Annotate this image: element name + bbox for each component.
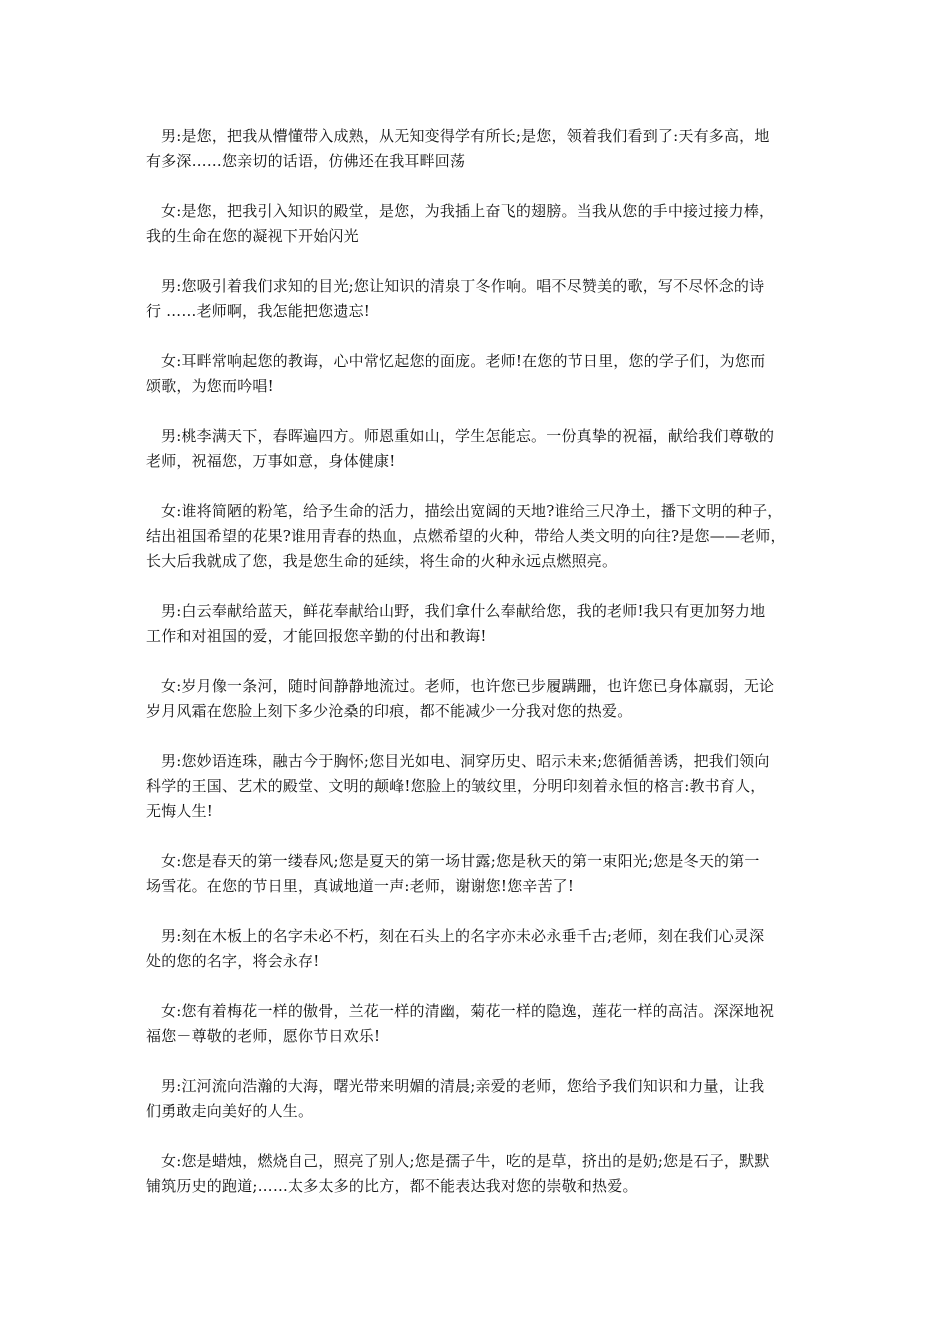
paragraph-line: 男:您吸引着我们求知的目光;您让知识的清泉丁冬作响。唱不尽赞美的歌，写不尽怀念的诗 <box>161 277 765 295</box>
paragraph <box>146 124 816 174</box>
paragraph-line: 男:江河流向浩瀚的大海，曙光带来明媚的清晨;亲爱的老师，您给予我们知识和力量，让我 <box>161 1077 765 1095</box>
paragraph-line: 场雪花。在您的节日里，真诚地道一声:老师，谢谢您!您辛苦了! <box>146 877 575 895</box>
paragraph <box>146 999 816 1049</box>
paragraph-line: 男:桃李满天下，春晖遍四方。师恩重如山，学生怎能忘。一份真挚的祝福，献给我们尊敬的 <box>161 427 775 445</box>
paragraph-line: 男:您妙语连珠，融古今于胸怀;您目光如电、洞穿历史、昭示未来;您循循善诱，把我们领向 <box>161 752 770 770</box>
paragraph <box>146 924 816 974</box>
paragraph <box>146 1074 816 1124</box>
paragraph-line: 工作和对祖国的爱，才能回报您辛勤的付出和教诲! <box>146 627 487 645</box>
paragraph-line: 女:您是春天的第一缕春风;您是夏天的第一场甘露;您是秋天的第一束阳光;您是冬天的第一 <box>161 852 760 870</box>
paragraph-line: 处的您的名字，将会永存! <box>146 952 320 970</box>
paragraph-line: 女:岁月像一条河，随时间静静地流过。老师，也许您已步履蹒跚，也许您已身体羸弱，无论 <box>161 677 775 695</box>
paragraph <box>146 199 816 249</box>
paragraph <box>146 424 816 474</box>
paragraph-line: 岁月风霜在您脸上刻下多少沧桑的印痕，都不能减少一分我对您的热爱。 <box>146 702 633 720</box>
document-body <box>146 124 816 1224</box>
paragraph <box>146 599 816 649</box>
paragraph-line: 结出祖国希望的花果?谁用青春的热血，点燃希望的火种，带给人类文明的向往?是您——老师， <box>146 527 786 545</box>
paragraph <box>146 274 816 324</box>
paragraph-line: 颂歌，为您而吟唱! <box>146 377 274 395</box>
paragraph <box>146 674 816 724</box>
paragraph-line: 女:是您，把我引入知识的殿堂，是您，为我插上奋飞的翅膀。当我从您的手中接过接力棒， <box>161 202 775 220</box>
paragraph-line: 女:谁将简陋的粉笔，给予生命的活力，描绘出宽阔的天地?谁给三尺净土，播下文明的种子， <box>161 502 783 520</box>
paragraph-line: 女:您有着梅花一样的傲骨，兰花一样的清幽，菊花一样的隐逸，莲花一样的高洁。深深地祝 <box>161 1002 775 1020</box>
paragraph-line: 男:刻在木板上的名字未必不朽，刻在石头上的名字亦未必永垂千古;老师，刻在我们心灵深 <box>161 927 765 945</box>
paragraph-line: 长大后我就成了您，我是您生命的延续，将生命的火种永远点燃照亮。 <box>146 552 618 570</box>
paragraph-line: 们勇敢走向美好的人生。 <box>146 1102 314 1120</box>
paragraph-line: 老师，祝福您，万事如意，身体健康! <box>146 452 396 470</box>
paragraph-line: 福您－尊敬的老师，愿你节日欢乐! <box>146 1027 381 1045</box>
paragraph <box>146 349 816 399</box>
paragraph-line: 无悔人生! <box>146 802 214 820</box>
paragraph-line: 行 ……老师啊，我怎能把您遗忘! <box>146 302 370 320</box>
paragraph-line: 男:是您，把我从懵懂带入成熟，从无知变得学有所长;是您，领着我们看到了:天有多高，地 <box>161 127 770 145</box>
paragraph-line: 有多深……您亲切的话语，仿佛还在我耳畔回荡 <box>146 152 466 170</box>
paragraph-line: 女:耳畔常响起您的教诲，心中常忆起您的面庞。老师!在您的节日里，您的学子们，为您而 <box>161 352 766 370</box>
paragraph <box>146 749 816 824</box>
paragraph-line: 科学的王国、艺术的殿堂、文明的颠峰!您脸上的皱纹里，分明印刻着永恒的格言:教书育人， <box>146 777 766 795</box>
paragraph-line: 男:白云奉献给蓝天，鲜花奉献给山野，我们拿什么奉献给您，我的老师!我只有更加努力地 <box>161 602 766 620</box>
paragraph-line: 女:您是蜡烛，燃烧自己，照亮了别人;您是孺子牛，吃的是草，挤出的是奶;您是石子，默默 <box>161 1152 770 1170</box>
paragraph-line: 我的生命在您的凝视下开始闪光 <box>146 227 359 245</box>
paragraph-line: 铺筑历史的跑道;……太多太多的比方，都不能表达我对您的崇敬和热爱。 <box>146 1177 638 1195</box>
paragraph <box>146 499 816 574</box>
paragraph <box>146 1149 816 1199</box>
paragraph <box>146 849 816 899</box>
